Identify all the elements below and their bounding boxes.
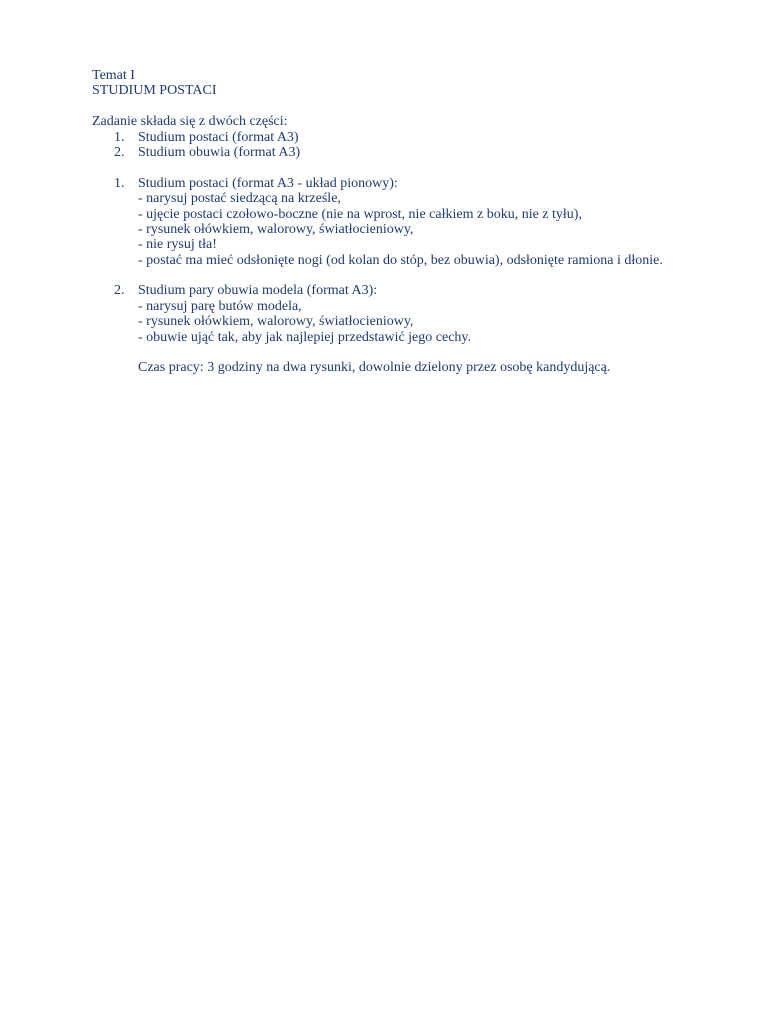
topic-label: Temat I bbox=[92, 68, 135, 83]
section-1-heading-row bbox=[92, 176, 732, 191]
section-2-heading-row bbox=[92, 283, 732, 298]
section-1-heading: Studium postaci (format A3 - układ pionowy): bbox=[138, 175, 398, 191]
time-note: Czas pracy: 3 godziny na dwa rysunki, dowolnie dzielony przez osobę kandydującą. bbox=[138, 360, 611, 376]
intro-text: Zadanie składa się z dwóch części: bbox=[92, 114, 288, 130]
spacer bbox=[92, 160, 732, 175]
list-item-label: Studium obuwia (format A3) bbox=[138, 144, 301, 160]
instruction-line: - narysuj postać siedzącą na krześle, bbox=[138, 191, 341, 207]
section-number: 1. bbox=[114, 175, 125, 191]
spacer bbox=[92, 268, 732, 283]
list-number: 2. bbox=[114, 144, 125, 160]
instruction-line: - postać ma mieć odsłonięte nogi (od kolan do stóp, bez obuwia), odsłonięte ramiona i dłonie. bbox=[138, 252, 663, 268]
list-item bbox=[92, 145, 732, 160]
instruction-line: - obuwie ująć tak, aby jak najlepiej przedstawić jego cechy. bbox=[138, 329, 472, 345]
spacer bbox=[92, 345, 732, 360]
section-number: 2. bbox=[114, 283, 125, 299]
list-item bbox=[92, 130, 732, 145]
document-body bbox=[92, 68, 732, 376]
list-item-label: Studium postaci (format A3) bbox=[138, 129, 299, 145]
spacer bbox=[92, 99, 732, 114]
document-title: STUDIUM POSTACI bbox=[92, 83, 217, 99]
section-2-heading: Studium pary obuwia modela (format A3): bbox=[138, 283, 378, 299]
instruction-line: - nie rysuj tła! bbox=[138, 237, 217, 253]
instruction-line: - rysunek ołówkiem, walorowy, światłocieniowy, bbox=[138, 314, 414, 330]
instruction-line: - rysunek ołówkiem, walorowy, światłocieniowy, bbox=[138, 221, 414, 237]
instruction-line: - narysuj parę butów modela, bbox=[138, 298, 302, 314]
list-number: 1. bbox=[114, 129, 125, 145]
instruction-line: - ujęcie postaci czołowo-boczne (nie na wprost, nie całkiem z boku, nie z tyłu), bbox=[138, 206, 582, 222]
